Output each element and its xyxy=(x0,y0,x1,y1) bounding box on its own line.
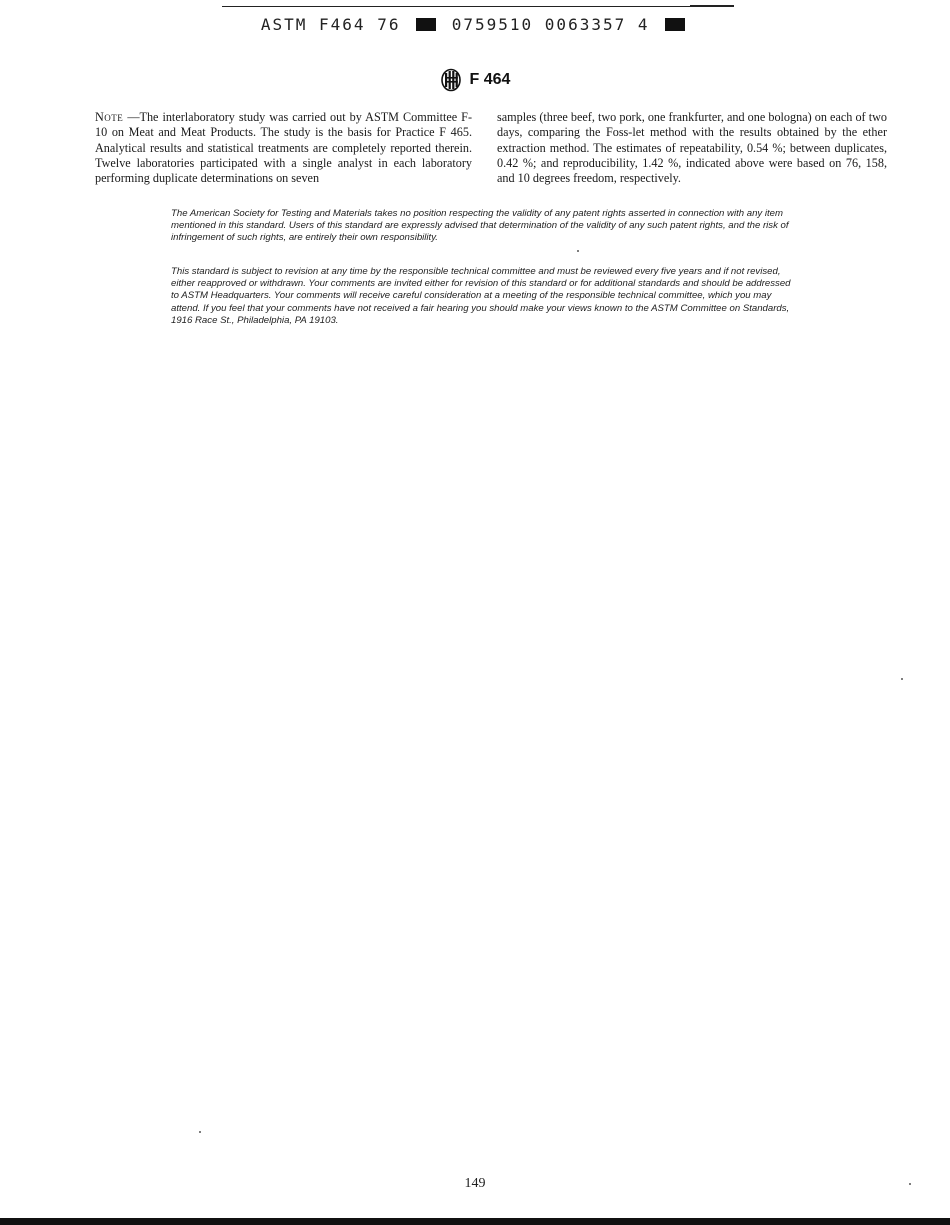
note-section xyxy=(95,110,887,186)
scan-speck xyxy=(199,1131,201,1133)
standard-designation: F 464 xyxy=(469,71,511,88)
astm-logo-icon xyxy=(440,68,462,92)
barcode-block-1 xyxy=(416,18,436,31)
revision-disclaimer: This standard is subject to revision at any time by the responsible technical committee and must be reviewed every five years and if not revised, either reapproved or withdrawn. Your comments are invited either for revision of this standard or for additional standards and should be addressed to ASTM Headquarters. Your comments will receive careful consideration at a meeting of the responsible technical committee, which you may attend. If you feel that your comments have not received a fair hearing you should make your views known to the ASTM Committee on Standards, 1916 Race St., Philadelphia, PA 19103. xyxy=(171,266,791,326)
note-label: Note xyxy=(95,110,124,124)
note-left-column xyxy=(95,110,472,186)
document-id-header xyxy=(0,15,950,34)
note-right-column: samples (three beef, two pork, one frankfurter, and one bologna) on each of two days, comparing the Foss-let method with the results obtained by the ether extraction method. The estimates of repeatability, 0.54 %; between duplicates, 0.42 %; and reproducibility, 1.42 %, indicated above were based on 76, 158, and 10 degrees freedom, respectively. xyxy=(497,110,887,186)
scan-artifact-line-tail xyxy=(690,5,734,7)
page-number: 149 xyxy=(464,1176,486,1191)
scan-speck xyxy=(901,678,903,680)
document-id-part2: 0759510 0063357 4 xyxy=(451,15,650,34)
designation-heading xyxy=(0,68,950,92)
note-left-text: —The interlaboratory study was carried out by ASTM Committee F-10 on Meat and Meat Products. The study is the basis for Practice F 465. Analytical results and statistical treatments are completely reported therein. Twelve laboratories participated with a single analyst in each laboratory performing duplicate determinations on seven xyxy=(95,110,473,186)
scan-artifact-line xyxy=(222,6,732,7)
barcode-block-2 xyxy=(665,18,685,31)
document-id-part1: ASTM F464 76 xyxy=(260,15,401,34)
scan-speck xyxy=(909,1183,911,1185)
scan-speck xyxy=(577,250,579,252)
scan-border-bottom xyxy=(0,1218,950,1225)
patent-disclaimer: The American Society for Testing and Materials takes no position respecting the validity of any patent rights asserted in connection with any item mentioned in this standard. Users of this standard are expressly advised that determination of the validity of any such patent rights, and the risk of infringement of such rights, are entirely their own responsibility. xyxy=(171,208,789,244)
